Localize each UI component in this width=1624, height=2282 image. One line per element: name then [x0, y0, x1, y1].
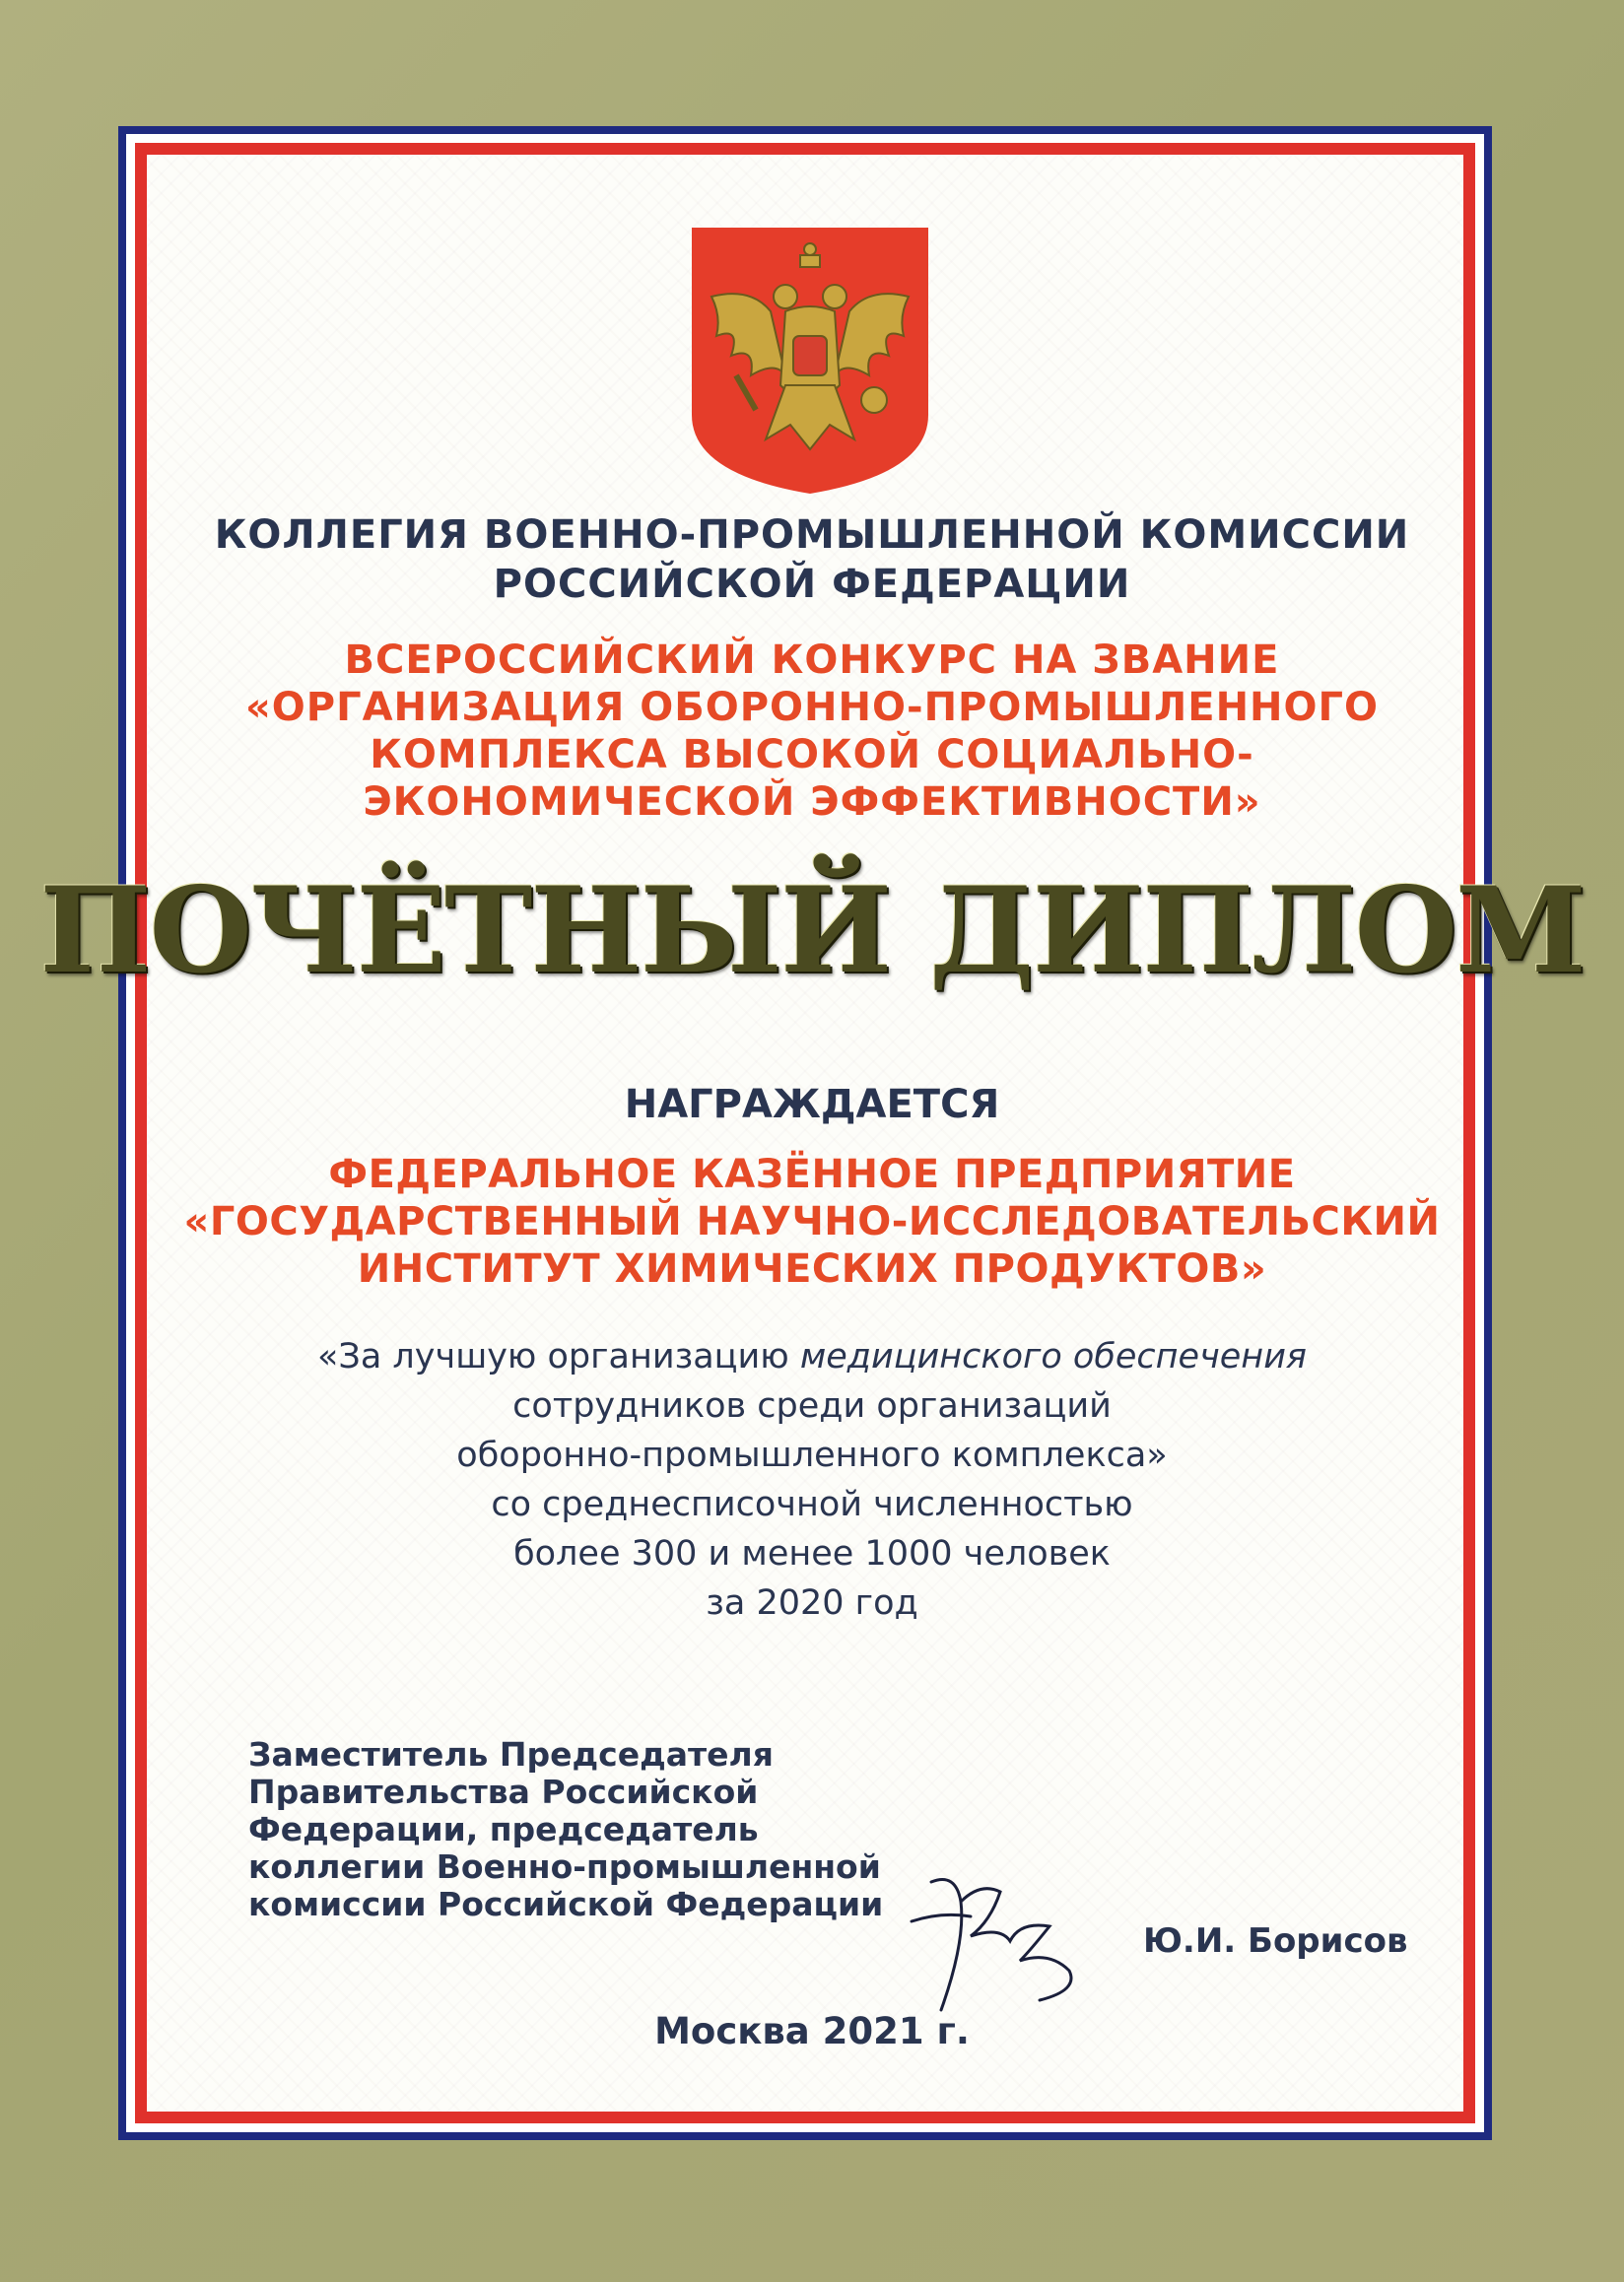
reason-line-1-prefix: «За лучшую организацию — [317, 1337, 800, 1376]
contest-line-1: ВСЕРОССИЙСКИЙ КОНКУРС НА ЗВАНИЕ — [344, 638, 1280, 683]
contest-heading — [0, 637, 1624, 826]
contest-line-4: ЭКОНОМИЧЕСКОЙ ЭФФЕКТИВНОСТИ» — [363, 779, 1261, 825]
reason-line-2: сотрудников среди организаций — [512, 1386, 1112, 1426]
russian-coat-of-arms-icon — [692, 228, 928, 494]
issuer-line-1: КОЛЛЕГИЯ ВОЕННО-ПРОМЫШЛЕННОЙ КОМИССИИ — [214, 512, 1410, 558]
position-line-5: комиссии Российской Федерации — [248, 1885, 884, 1923]
reason-line-1-italic: медицинского обеспечения — [799, 1337, 1307, 1376]
diploma-title: ПОЧЁТНЫЙ ДИПЛОМ — [39, 861, 1585, 1000]
recipient-line-3: ИНСТИТУТ ХИМИЧЕСКИХ ПРОДУКТОВ» — [357, 1246, 1267, 1292]
issuer-heading — [0, 510, 1624, 609]
award-reason — [0, 1332, 1624, 1628]
place-date: Москва 2021 г. — [654, 2010, 970, 2052]
reason-line-5: более 300 и менее 1000 человек — [513, 1534, 1111, 1574]
recipient-line-2: «ГОСУДАРСТВЕННЫЙ НАУЧНО-ИССЛЕДОВАТЕЛЬСКИЙ — [183, 1199, 1441, 1244]
issuer-line-2: РОССИЙСКОЙ ФЕДЕРАЦИИ — [493, 562, 1131, 607]
contest-line-2: «ОРГАНИЗАЦИЯ ОБОРОННО-ПРОМЫШЛЕННОГО — [244, 685, 1380, 730]
awarded-label: НАГРАЖДАЕТСЯ — [624, 1082, 1000, 1127]
signatory-position — [248, 1736, 883, 1923]
reason-line-1 — [0, 1332, 1624, 1381]
recipient-name — [0, 1151, 1624, 1293]
recipient-line-1: ФЕДЕРАЛЬНОЕ КАЗЁННОЕ ПРЕДПРИЯТИЕ — [328, 1152, 1296, 1197]
position-line-3: Федерации, председатель — [248, 1810, 759, 1848]
contest-line-3: КОМПЛЕКСА ВЫСОКОЙ СОЦИАЛЬНО- — [370, 732, 1254, 777]
reason-line-3: оборонно-промышленного комплекса» — [456, 1436, 1168, 1475]
reason-line-6: за 2020 год — [706, 1583, 918, 1623]
signatory-name: Ю.И. Борисов — [1143, 1921, 1408, 1961]
position-line-2: Правительства Российской — [248, 1773, 759, 1811]
reason-line-4: со среднесписочной численностью — [491, 1485, 1133, 1524]
position-line-1: Заместитель Председателя — [248, 1735, 774, 1774]
handwritten-signature — [902, 1862, 1128, 2020]
position-line-4: коллегии Военно-промышленной — [248, 1847, 881, 1886]
